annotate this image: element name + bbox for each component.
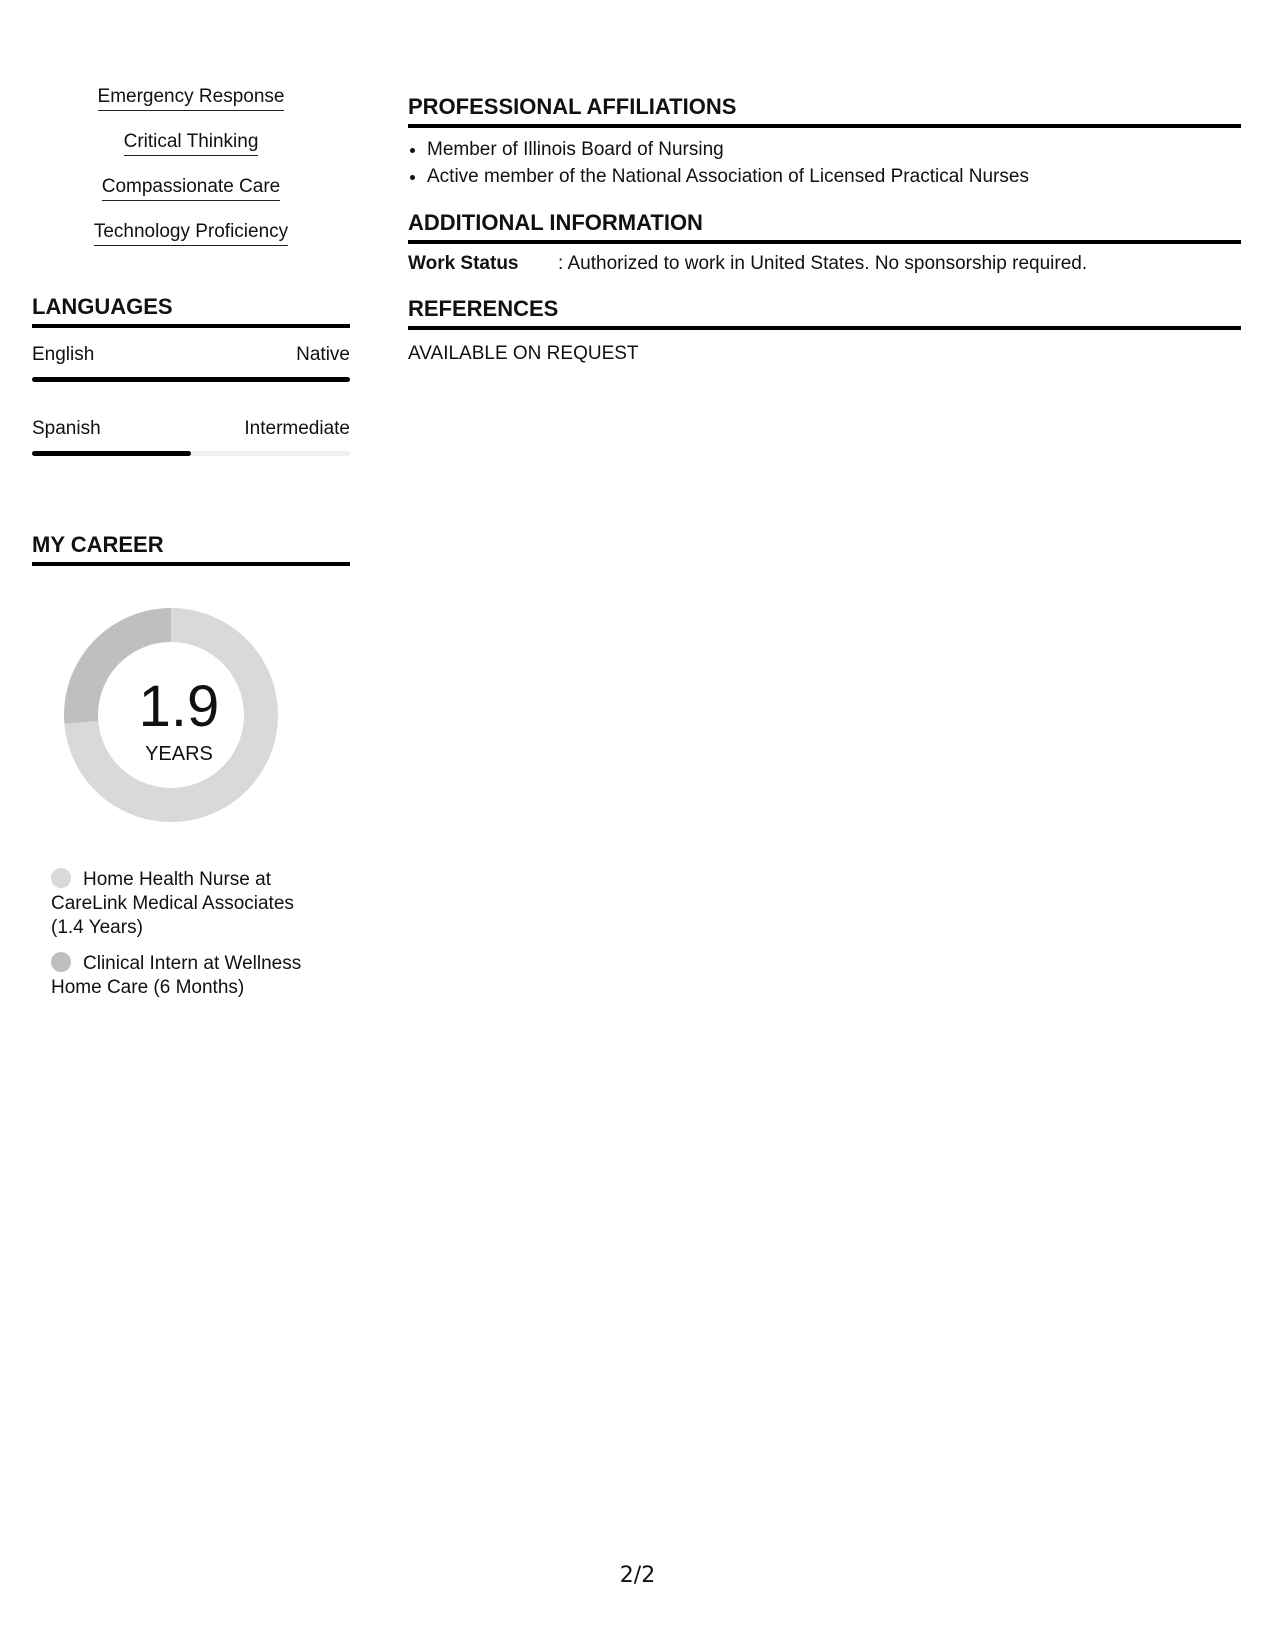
career-legend-label: Home Health Nurse at CareLink Medical Associates (1.4 Years) [51, 869, 294, 938]
skill-item: Emergency Response [98, 86, 285, 111]
language-english [32, 344, 350, 382]
career-total-years: 1.9 [138, 674, 220, 739]
legend-dot [51, 952, 71, 972]
affiliation-item: • Active member of the National Association of Licensed Practical Nurses [427, 163, 1241, 190]
skill-item: Critical Thinking [124, 131, 259, 156]
sidebar [32, 86, 350, 1012]
main-content [408, 94, 1241, 366]
affiliation-item: • Member of Illinois Board of Nursing [427, 136, 1241, 163]
languages-heading: LANGUAGES [32, 294, 350, 328]
language-proficiency-bar [32, 377, 350, 382]
references-heading: REFERENCES [408, 296, 1241, 330]
language-level: Native [296, 344, 350, 365]
career-legend-label: Clinical Intern at Wellness Home Care (6 Months) [51, 953, 302, 998]
career-legend [51, 868, 321, 1000]
language-name: English [32, 344, 95, 365]
language-proficiency-fill [32, 451, 191, 456]
page-number: 2/2 [619, 1563, 656, 1588]
work-status-value: : Authorized to work in United States. No sponsorship required. [558, 253, 1088, 274]
work-status-label: Work Status [408, 253, 519, 274]
language-level: Intermediate [244, 418, 350, 439]
work-status-row [408, 252, 1241, 276]
career-legend-item [51, 952, 321, 1000]
career-legend-item [51, 868, 321, 940]
skill-item: Compassionate Care [102, 176, 280, 201]
language-proficiency-bar [32, 451, 350, 456]
skills-list [32, 86, 350, 266]
career-donut-chart [64, 608, 294, 838]
affiliations-list [408, 136, 1241, 190]
additional-info-heading: ADDITIONAL INFORMATION [408, 210, 1241, 244]
language-spanish [32, 418, 350, 456]
references-text: AVAILABLE ON REQUEST [408, 343, 639, 364]
affiliations-heading: PROFESSIONAL AFFILIATIONS [408, 94, 1241, 128]
career-total-unit: YEARS [145, 743, 213, 765]
legend-dot [51, 868, 71, 888]
language-proficiency-fill [32, 377, 350, 382]
skill-item: Technology Proficiency [94, 221, 288, 246]
career-heading: MY CAREER [32, 532, 350, 566]
language-name: Spanish [32, 418, 101, 439]
